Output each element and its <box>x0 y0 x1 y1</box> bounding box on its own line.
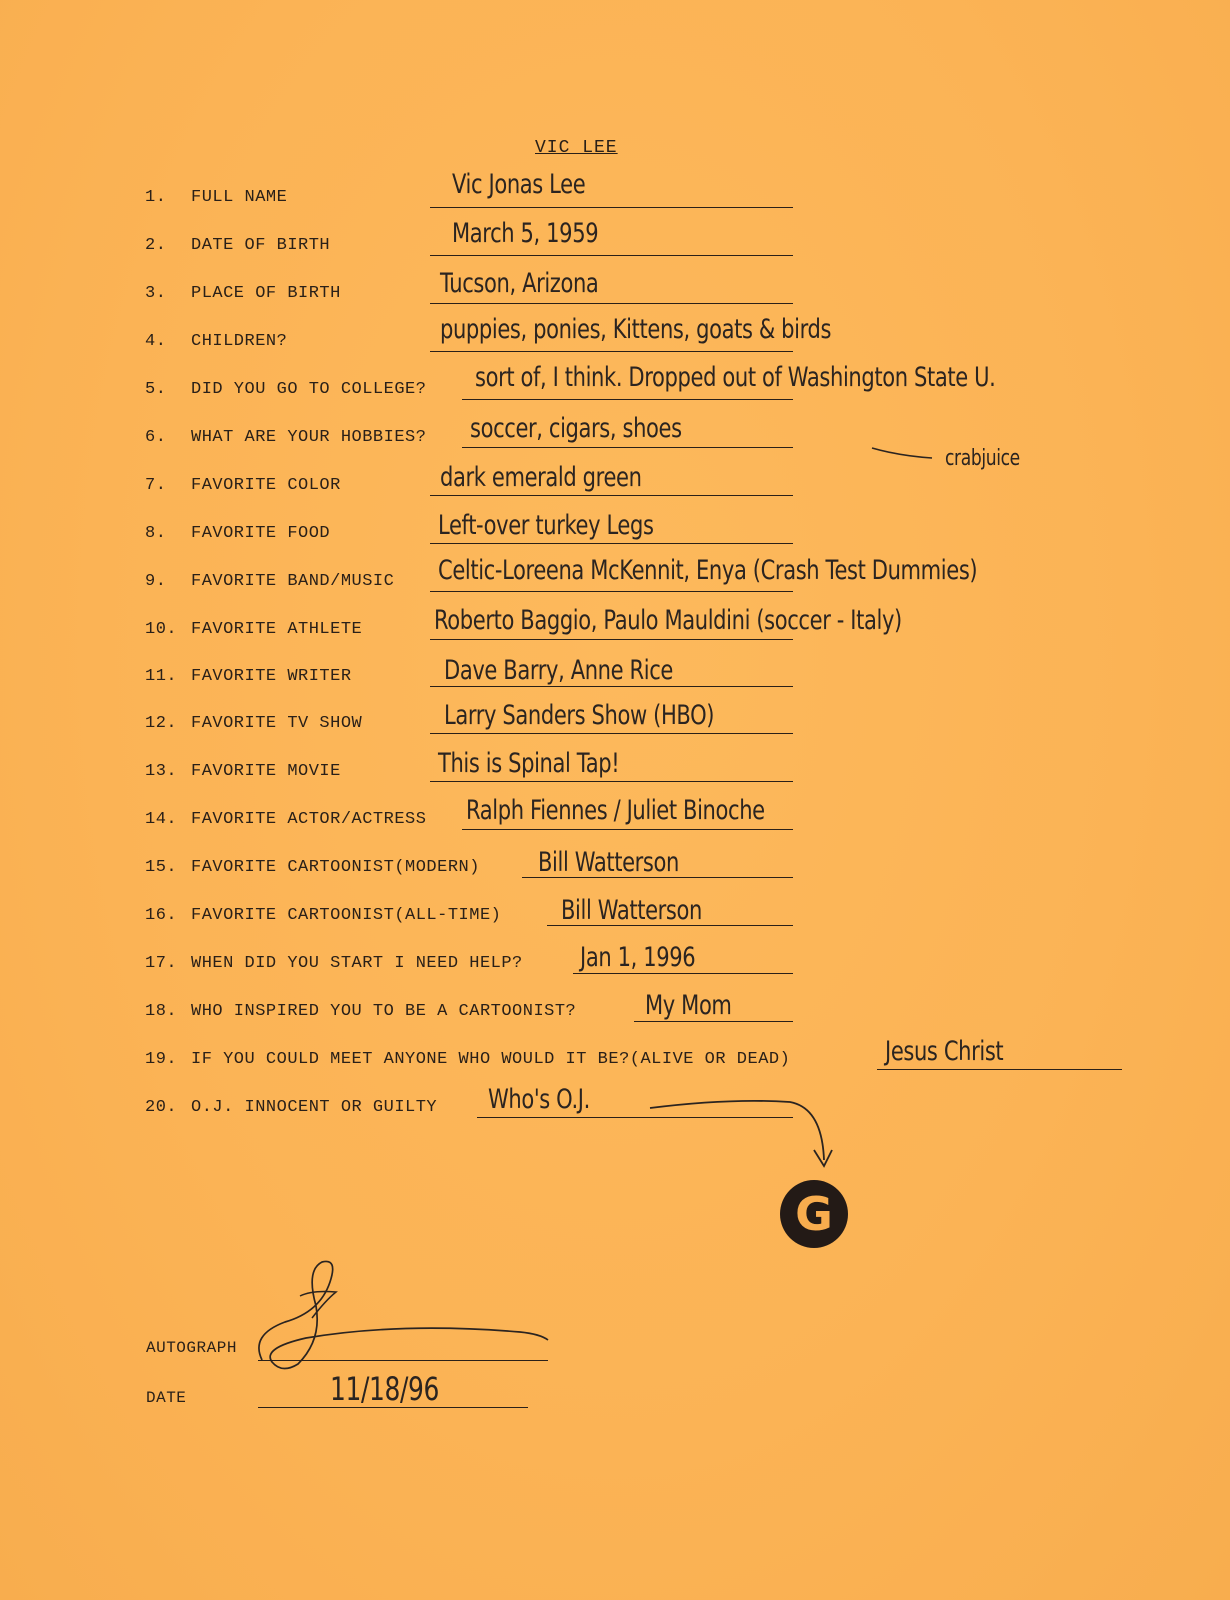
answer-1: Vic Jonas Lee <box>452 169 586 200</box>
answer-16: Bill Watterson <box>561 895 702 926</box>
question-12: 12. FAVORITE TV SHOW <box>145 714 363 733</box>
question-1: 1. FULL NAME <box>145 188 288 207</box>
answer-13: This is Spinal Tap! <box>438 748 620 779</box>
question-14: 14. FAVORITE ACTOR/ACTRESS <box>145 810 427 829</box>
g-mark <box>780 1180 848 1248</box>
answer-12: Larry Sanders Show (HBO) <box>444 700 715 731</box>
answer-11: Dave Barry, Anne Rice <box>444 655 673 686</box>
document-title: VIC LEE <box>535 138 618 158</box>
question-16: 16. FAVORITE CARTOONIST(ALL-TIME) <box>145 906 502 925</box>
autograph-line <box>258 1360 548 1361</box>
question-7: 7. FAVORITE COLOR <box>145 476 341 495</box>
question-10: 10. FAVORITE ATHLETE <box>145 620 363 639</box>
answer-14: Ralph Fiennes / Juliet Binoche <box>466 795 765 826</box>
answer-4: puppies, ponies, Kittens, goats & birds <box>440 314 832 345</box>
question-6: 6. WHAT ARE YOUR HOBBIES? <box>145 428 427 447</box>
question-5: 5. DID YOU GO TO COLLEGE? <box>145 380 427 399</box>
question-15: 15. FAVORITE CARTOONIST(MODERN) <box>145 858 480 877</box>
question-8: 8. FAVORITE FOOD <box>145 524 331 543</box>
pointer-stroke <box>872 448 932 458</box>
answer-6: soccer, cigars, shoes <box>470 413 682 444</box>
question-3: 3. PLACE OF BIRTH <box>145 284 341 303</box>
answer-20: Who's O.J. <box>488 1084 590 1115</box>
answer-2: March 5, 1959 <box>452 218 599 249</box>
arrow-stroke <box>650 1101 824 1160</box>
autograph-signature <box>259 1261 548 1368</box>
margin-note: crabjuice <box>945 446 1020 471</box>
answer-5: sort of, I think. Dropped out of Washington State U. <box>475 362 996 393</box>
g-mark-letter: G <box>795 1187 833 1241</box>
question-20: 20. O.J. INNOCENT OR GUILTY <box>145 1098 438 1117</box>
question-18: 18. WHO INSPIRED YOU TO BE A CARTOONIST? <box>145 1002 577 1021</box>
question-2: 2. DATE OF BIRTH <box>145 236 331 255</box>
answer-10: Roberto Baggio, Paulo Mauldini (soccer - Italy) <box>434 605 902 636</box>
answer-17: Jan 1, 1996 <box>580 942 696 973</box>
date-value: 11/18/96 <box>330 1370 439 1408</box>
answer-18: My Mom <box>645 990 732 1021</box>
date-label: DATE <box>146 1389 187 1407</box>
answer-3: Tucson, Arizona <box>440 268 599 299</box>
answer-7: dark emerald green <box>440 462 642 493</box>
answer-8: Left-over turkey Legs <box>438 510 654 541</box>
question-19: 19. IF YOU COULD MEET ANYONE WHO WOULD IT BE?(ALIVE OR DEAD) <box>145 1050 791 1069</box>
autograph-label: AUTOGRAPH <box>146 1339 237 1357</box>
question-9: 9. FAVORITE BAND/MUSIC <box>145 572 395 591</box>
question-4: 4. CHILDREN? <box>145 332 288 351</box>
question-11: 11. FAVORITE WRITER <box>145 667 352 686</box>
question-17: 17. WHEN DID YOU START I NEED HELP? <box>145 954 523 973</box>
answer-15: Bill Watterson <box>538 847 679 878</box>
answer-9: Celtic-Loreena McKennit, Enya (Crash Test Dummies) <box>438 555 978 586</box>
answer-19: Jesus Christ <box>885 1036 1004 1067</box>
question-13: 13. FAVORITE MOVIE <box>145 762 341 781</box>
